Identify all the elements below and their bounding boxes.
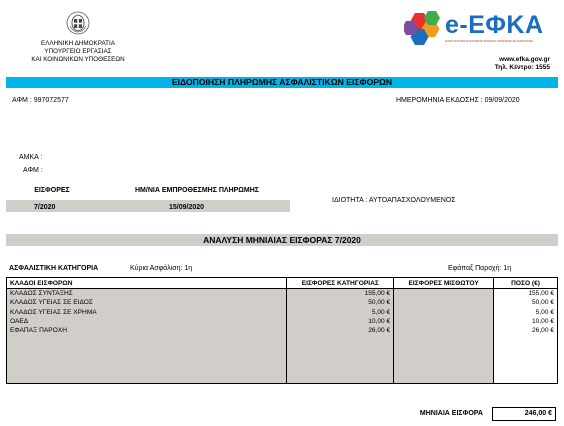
table-row <box>7 298 558 307</box>
employee-cell <box>394 326 494 335</box>
greek-coat-of-arms-icon <box>66 11 90 35</box>
contact-block <box>420 56 550 72</box>
column-header: ΕΙΣΦΟΡΕΣ ΚΑΤΗΓΟΡΙΑΣ <box>287 278 394 289</box>
category-cell: 26,00 € <box>287 326 394 335</box>
phone-number: Τηλ. Κέντρο: 1555 <box>494 64 550 71</box>
analysis-title: ΑΝΑΛΥΣΗ ΜΗΝΙΑΙΑΣ ΕΙΣΦΟΡΑΣ 7/2020 <box>203 235 361 245</box>
issue-date: ΗΜΕΡΟΜΗΝΙΑ ΕΚΔΟΣΗΣ : 09/09/2020 <box>396 97 520 104</box>
branch-cell: ΕΦΑΠΑΞ ΠΑΡΟΧΗ <box>7 326 287 335</box>
due-date-value: 15/09/2020 <box>169 204 205 211</box>
website-link[interactable]: www.efka.gov.gr <box>499 56 550 63</box>
logo-tagline: ΗΛΕΚΤΡΟΝΙΚΟΣ ΕΘΝΙΚΟΣ ΦΟΡΕΑΣ ΚΟΙΝΩΝΙΚΗΣ ΑΣΦΑΛΙΣΗΣ <box>445 39 534 43</box>
table-row <box>7 317 558 326</box>
afm-line: ΑΦΜ : 997072577 <box>12 97 69 104</box>
table-filler-row <box>7 335 558 384</box>
filler-cell <box>494 335 558 384</box>
monthly-total-label: ΜΗΝΙΑΙΑ ΕΙΣΦΟΡΑ <box>419 410 483 417</box>
column-header: ΚΛΑΔΟΙ ΕΙΣΦΟΡΩΝ <box>7 278 287 289</box>
employee-cell <box>394 317 494 326</box>
capacity-label: ΙΔΙΟΤΗΤΑ : ΑΥΤΟΑΠΑΣΧΟΛΟΥΜΕΝΟΣ <box>332 197 456 204</box>
filler-cell <box>7 335 287 384</box>
filler-cell <box>394 335 494 384</box>
document-title-bar <box>6 77 558 88</box>
monthly-total-value: 246,00 € <box>524 410 552 417</box>
category-cell: 10,00 € <box>287 317 394 326</box>
contributions-table <box>6 277 558 384</box>
branch-cell: ΚΛΑΔΟΣ ΣΥΝΤΑΞΗΣ <box>7 289 287 299</box>
insurance-category-value: Κύρια Ασφάλιση: 1η <box>130 265 193 272</box>
contributions-label: ΕΙΣΦΟΡΕΣ <box>34 187 70 194</box>
branch-cell: ΚΛΑΔΟΣ ΥΓΕΙΑΣ ΣΕ ΧΡΗΜΑ <box>7 308 287 317</box>
analysis-bar <box>6 234 558 246</box>
lump-sum-label: Εφάπαξ Παροχή: 1η <box>448 265 512 272</box>
category-cell: 5,00 € <box>287 308 394 317</box>
ministry-line: ΕΛΛΗΝΙΚΗ ΔΗΜΟΚΡΑΤΙΑ <box>41 40 115 47</box>
table-row <box>7 326 558 335</box>
branch-cell: ΟΑΕΔ <box>7 317 287 326</box>
employee-cell <box>394 308 494 317</box>
amount-cell: 50,00 € <box>494 298 558 307</box>
amount-cell: 5,00 € <box>494 308 558 317</box>
amka-label: ΑΜΚΑ : <box>19 154 43 161</box>
ministry-line: ΚΑΙ ΚΟΙΝΩΝΙΚΩΝ ΥΠΟΘΕΣΕΩΝ <box>31 56 125 64</box>
amount-cell: 155,00 € <box>494 289 558 299</box>
amount-cell: 10,00 € <box>494 317 558 326</box>
filler-cell <box>287 335 394 384</box>
branch-cell: ΚΛΑΔΟΣ ΥΓΕΙΑΣ ΣΕ ΕΙΔΟΣ <box>7 298 287 307</box>
due-date-label: ΗΜ/ΝΙΑ ΕΜΠΡΟΘΕΣΜΗΣ ΠΛΗΡΩΜΗΣ <box>135 187 259 194</box>
category-cell: 155,00 € <box>287 289 394 299</box>
column-header: ΕΙΣΦΟΡΕΣ ΜΙΣΘΩΤΟΥ <box>394 278 494 289</box>
category-cell: 50,00 € <box>287 298 394 307</box>
afm-label: ΑΦΜ : <box>23 167 43 174</box>
amount-cell: 26,00 € <box>494 326 558 335</box>
monthly-total-box <box>492 407 556 421</box>
document-title: ΕΙΔΟΠΟΙΗΣΗ ΠΛΗΡΩΜΗΣ ΑΣΦΑΛΙΣΤΙΚΩΝ ΕΙΣΦΟΡΩΝ <box>171 77 393 87</box>
logo-text: e-ΕΦΚΑ <box>445 11 544 39</box>
ministry-line: ΥΠΟΥΡΓΕΙΟ ΕΡΓΑΣΙΑΣ <box>44 48 112 56</box>
table-row <box>7 289 558 299</box>
table-header-row <box>7 278 558 289</box>
employee-cell <box>394 289 494 299</box>
employee-cell <box>394 298 494 307</box>
contributions-period-value: 7/2020 <box>34 204 56 211</box>
ministry-block <box>0 40 156 65</box>
table-row <box>7 308 558 317</box>
column-header: ΠΟΣΟ (€) <box>494 278 558 289</box>
insurance-category-label: ΑΣΦΑΛΙΣΤΙΚΗ ΚΑΤΗΓΟΡΙΑ <box>9 265 99 272</box>
